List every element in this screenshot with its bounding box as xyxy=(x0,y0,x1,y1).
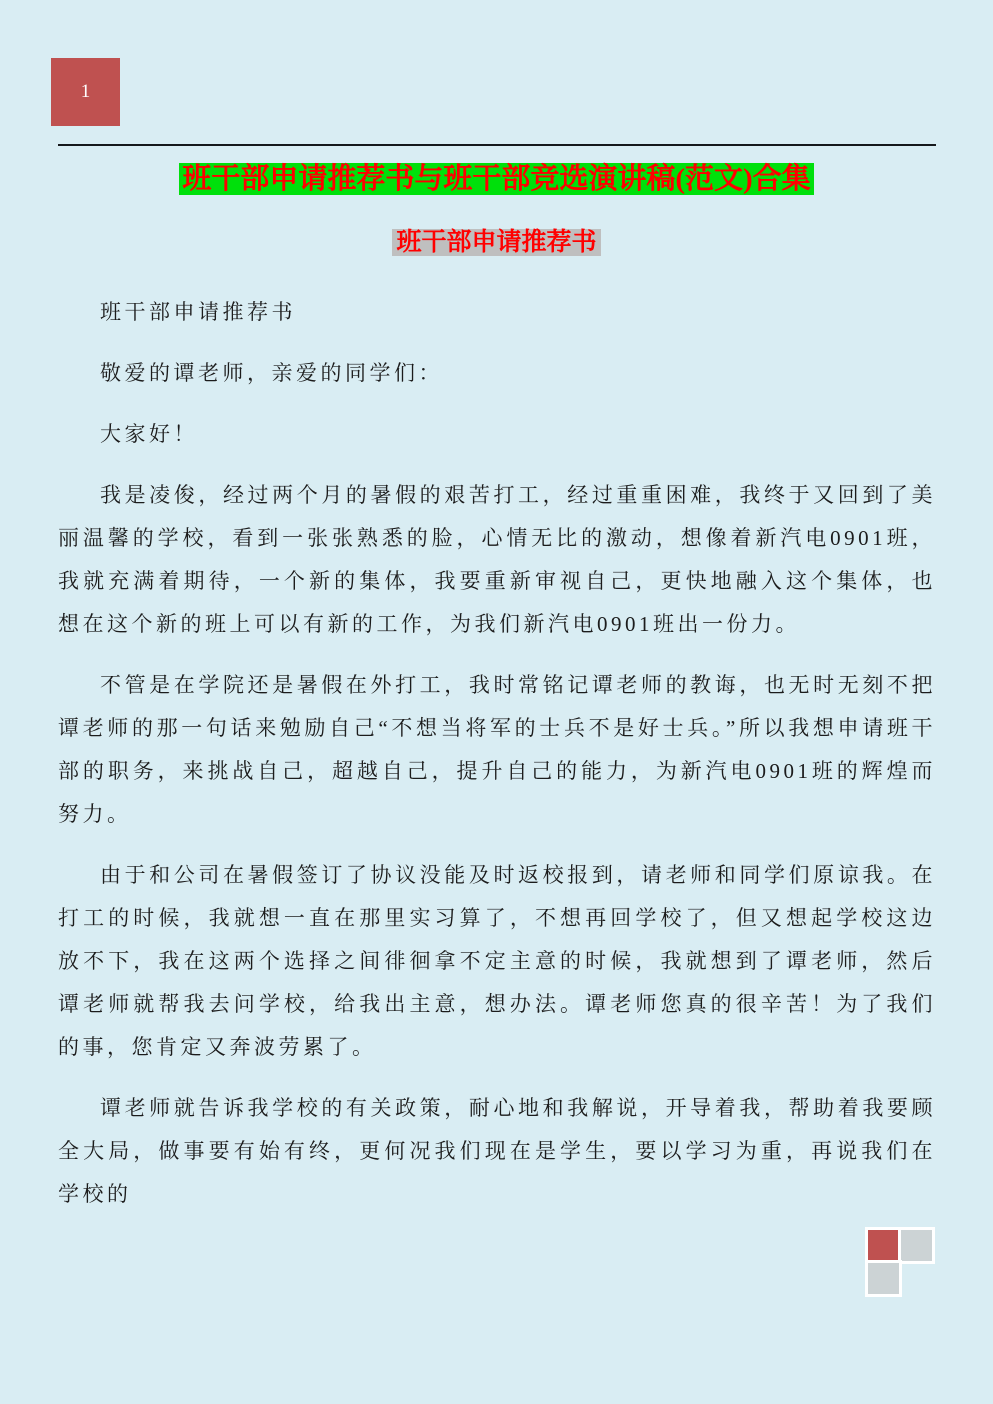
decoration-gray-square xyxy=(865,1260,902,1297)
paragraph: 我是凌俊，经过两个月的暑假的艰苦打工，经过重重困难，我终于又回到了美丽温馨的学校，看到一张张熟悉的脸，心情无比的激动，想像着新汽电0901班，我就充满着期待，一个新的集体，我要重新审视自己，更快地融入这个集体，也想在这个新的班上可以有新的工作，为我们新汽电0901班出一份力。 xyxy=(58,483,936,636)
paragraph: 班干部申请推荐书 xyxy=(100,300,296,324)
paragraph: 由于和公司在暑假签订了协议没能及时返校报到，请老师和同学们原谅我。在打工的时候，我就想一直在那里实习算了，不想再回学校了，但又想起学校这边放不下，我在这两个选择之间徘徊拿不定主意的时候，我就想到了谭老师，然后谭老师就帮我去问学校，给我出主意，想办法。谭老师您真的很辛苦！为了我们的事，您肯定又奔波劳累了。 xyxy=(58,863,936,1059)
document-content xyxy=(0,160,993,1234)
paragraph: 谭老师就告诉我学校的有关政策，耐心地和我解说，开导着我，帮助着我要顾全大局，做事要有始有终，更何况我们现在是学生，要以学习为重，再说我们在学校的 xyxy=(58,1096,936,1206)
document-title xyxy=(0,160,993,198)
header-rule xyxy=(58,144,936,146)
corner-decoration xyxy=(865,1227,940,1302)
paragraph: 不管是在学院还是暑假在外打工，我时常铭记谭老师的教诲，也无时无刻不把谭老师的那一句话来勉励自己“不想当将军的士兵不是好士兵。”所以我想申请班干部的职务，来挑战自己，超越自己，提升自己的能力，为新汽电0901班的辉煌而努力。 xyxy=(58,673,936,826)
section-title xyxy=(0,225,993,261)
decoration-red-square xyxy=(865,1227,902,1264)
page-number-badge xyxy=(51,58,120,126)
page-number: 1 xyxy=(80,81,91,102)
document-title-highlight: 班干部申请推荐书与班干部竞选演讲稿(范文)合集 xyxy=(179,163,813,195)
section-title-highlight: 班干部申请推荐书 xyxy=(392,229,600,256)
paragraph: 大家好！ xyxy=(100,422,198,446)
paragraph: 敬爱的谭老师，亲爱的同学们： xyxy=(100,361,443,385)
decoration-gray-square xyxy=(898,1227,935,1264)
body-text xyxy=(0,291,993,1216)
